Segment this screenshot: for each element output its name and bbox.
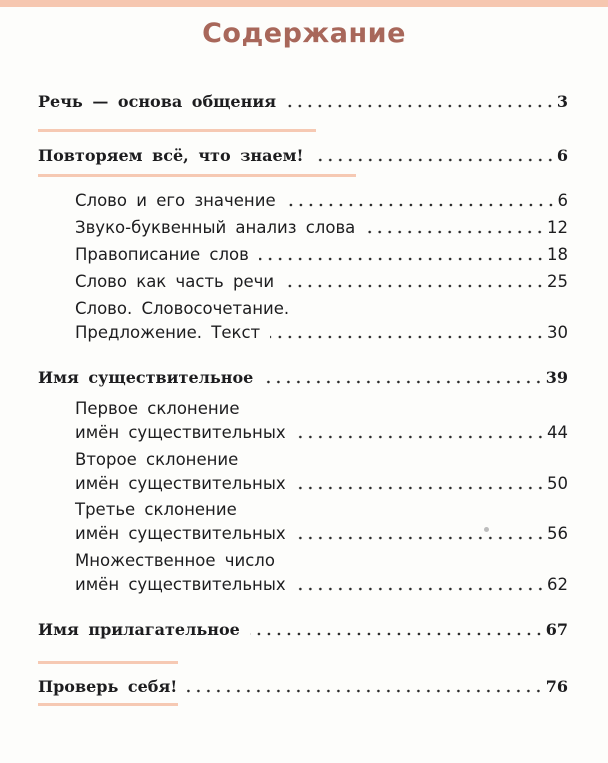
toc-entry-third-declension[interactable]: [75, 524, 568, 544]
dot-leader: [250, 632, 544, 636]
section-separator: [38, 129, 316, 132]
dot-leader: [296, 486, 545, 490]
dot-leader: [296, 587, 545, 591]
toc-entry-sound-letter[interactable]: [75, 218, 568, 238]
dot-leader: [270, 335, 545, 339]
toc-entry-label: Имя прилагательное: [38, 620, 240, 639]
toc-entry-label: имён существительных: [75, 474, 286, 493]
toc-entry-label: имён существительных: [75, 575, 286, 594]
toc-entry-first-line: Множественное число: [75, 551, 275, 570]
toc-entry-label: Проверь себя!: [38, 677, 178, 696]
dot-leader: [296, 435, 545, 439]
dot-leader: [284, 284, 545, 288]
toc-entry-page: 50: [547, 474, 568, 493]
toc-entry-first-declension[interactable]: [75, 423, 568, 443]
toc-entry-label: имён существительных: [75, 524, 286, 543]
dot-leader: [263, 380, 543, 384]
page-title: Содержание: [202, 18, 406, 49]
toc-entry-label: Слово и его значение: [75, 191, 276, 210]
toc-entry-spelling[interactable]: [75, 245, 568, 265]
toc-entry-label: Повторяем всё, что знаем!: [38, 146, 304, 165]
toc-entry-word-meaning[interactable]: [75, 191, 568, 211]
toc-entry-label: Имя существительное: [38, 368, 254, 387]
toc-entry-speech[interactable]: [38, 92, 568, 112]
toc-entry-page: 67: [545, 620, 568, 639]
toc-entry-review[interactable]: [38, 146, 568, 166]
toc-entry-page: 6: [557, 191, 568, 210]
toc-entry-second-declension[interactable]: [75, 474, 568, 494]
toc-entry-page: 25: [547, 272, 568, 291]
dot-leader: [314, 158, 555, 162]
toc-entry-label: Речь — основа общения: [38, 92, 277, 111]
toc-entry-page: 62: [547, 575, 568, 594]
toc-entry-plural[interactable]: [75, 575, 568, 595]
dot-leader: [187, 689, 543, 693]
dot-leader: [286, 104, 555, 108]
toc-entry-label: Звуко-буквенный анализ слова: [75, 218, 356, 237]
toc-entry-label: Предложение. Текст: [75, 323, 261, 342]
toc-entry-adjective[interactable]: [38, 620, 568, 640]
toc-entry-self-check[interactable]: [38, 677, 568, 697]
toc-entry-label: имён существительных: [75, 423, 286, 442]
toc-entry-page: 76: [545, 677, 568, 696]
toc-entry-label: Слово как часть речи: [75, 272, 275, 291]
toc-entry-noun[interactable]: [38, 368, 568, 388]
dot-leader: [365, 230, 545, 234]
dot-leader: [259, 257, 545, 261]
toc-entry-page: 6: [556, 146, 568, 165]
section-separator: [38, 703, 178, 706]
toc-entry-sentence-text[interactable]: [75, 323, 568, 343]
dot-leader: [296, 536, 545, 540]
toc-entry-first-line: Слово. Словосочетание.: [75, 299, 290, 318]
toc-entry-page: 39: [545, 368, 568, 387]
toc-entry-first-line: Третье склонение: [75, 500, 237, 519]
toc-entry-label: Правописание слов: [75, 245, 249, 264]
toc-entry-page: 44: [547, 423, 568, 442]
toc-entry-page: 30: [547, 323, 568, 342]
section-separator: [38, 661, 178, 664]
toc-entry-page: 56: [547, 524, 568, 543]
toc-entry-first-line: Второе склонение: [75, 450, 239, 469]
toc-entry-part-of-speech[interactable]: [75, 272, 568, 292]
section-separator: [38, 174, 356, 177]
toc-entry-page: 12: [547, 218, 568, 237]
toc-entry-page: 3: [556, 92, 568, 111]
page-speck: [484, 527, 489, 532]
dot-leader: [286, 203, 556, 207]
toc-entry-page: 18: [547, 245, 568, 264]
toc-entry-first-line: Первое склонение: [75, 399, 240, 418]
